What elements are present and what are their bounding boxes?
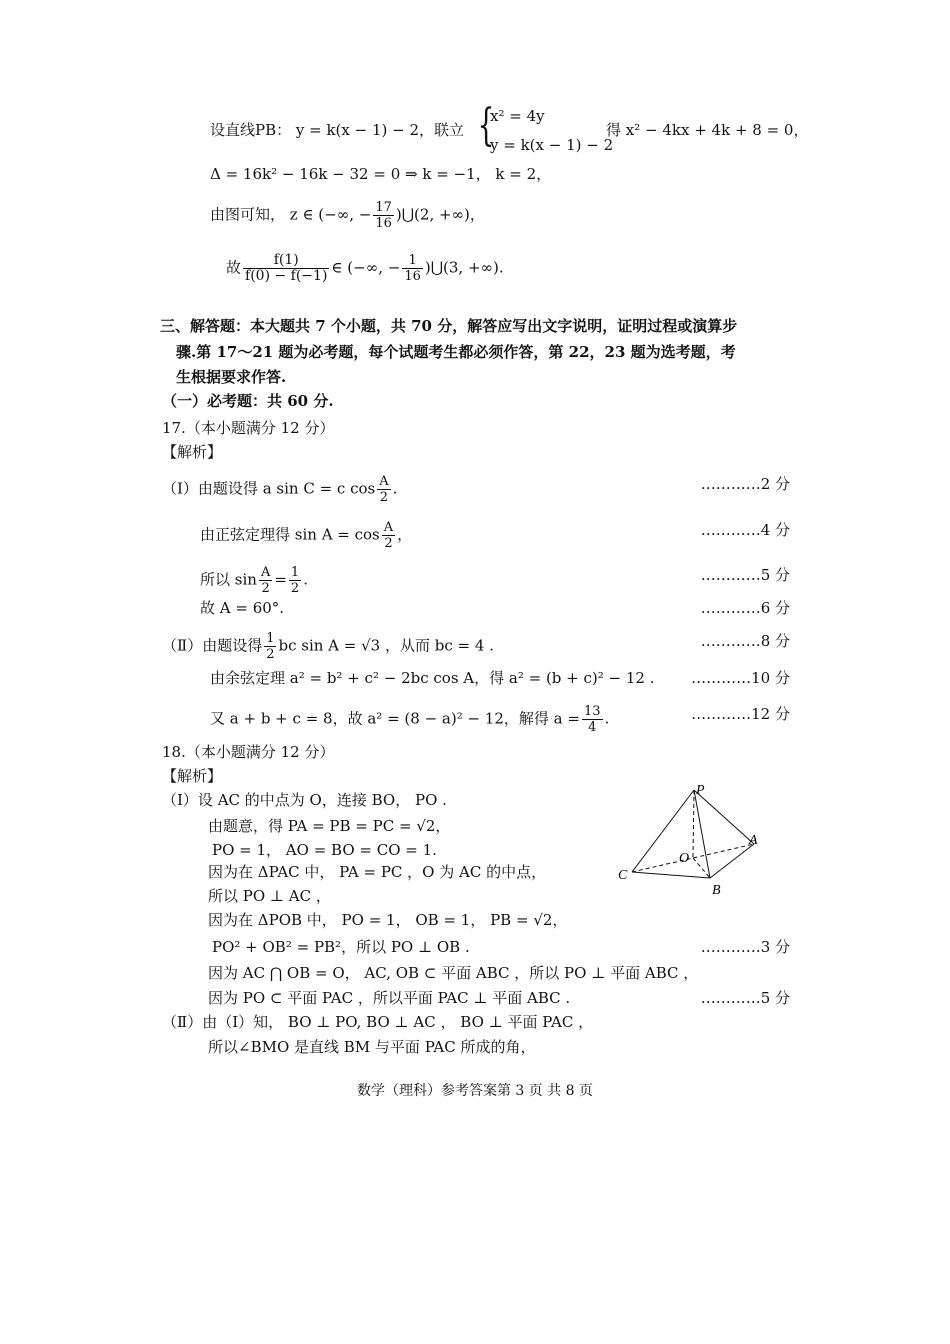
edge-pb [694,790,710,878]
top-line-3-post: )⋃(2, +∞)， [395,205,485,224]
q17-step-3-end: . [303,570,308,589]
section3-line-2: 骤.第 17～21 题为必考题，每个试题考生都必须作答，第 22，23 题为选考题，考 [176,343,736,361]
equation-system [477,100,614,158]
fraction-13-over-4 [582,704,603,735]
edge-pa [694,790,754,844]
fraction-denominator: 2 [379,490,389,505]
q17-step-3-text: 所以 sin [200,570,257,589]
top-line-4-pre: 故 [226,258,242,277]
q18-line-5: 所以 PO ⊥ AC ， [208,887,331,905]
label-b: B [712,883,721,898]
q17-step-7-text: 又 a + b + c = 8，故 a² = (8 − a)² − 12，解得 a = [210,709,580,728]
q17-step-1-text: （I）由题设得 a sin C = c cos [162,479,376,498]
edge-cb [632,872,710,878]
q18-line-9-points: …………5 分 [700,989,790,1007]
q17-step-2-points: …………4 分 [700,521,790,539]
fraction-numerator: f(1) [243,253,329,269]
q17-step-3-points: …………5 分 [700,566,790,584]
q17-step-7 [210,704,609,735]
edge-po-hidden [693,790,694,858]
q18-line-7-points: …………3 分 [700,938,790,956]
top-line-1-pre: 设直线PB： y = k(x − 1) − 2，联立 [210,121,465,139]
fraction-numerator: 1 [402,253,423,269]
fraction-f-ratio [243,253,329,284]
fraction-denominator: f(0) − f(−1) [245,268,328,284]
fraction-17-16 [373,200,394,231]
label-c: C [618,868,628,883]
top-line-4-post: )⋃(3, +∞). [424,258,504,277]
top-line-3 [210,200,485,231]
label-a: A [749,833,758,848]
q17-step-1-end: . [392,479,398,498]
q18-line-7: PO² + OB² = PB²，所以 PO ⊥ OB . [212,938,470,956]
q17-step-5 [162,631,494,662]
q18-line-6: 因为在 ΔPOB 中， PO = 1， OB = 1， PB = √2， [208,911,568,929]
fraction-denominator: 2 [266,647,275,662]
q18-title: 18.（本小题满分 12 分） [162,743,335,761]
fraction-a-over-2 [377,474,390,505]
q17-step-4-points: …………6 分 [700,599,790,617]
fraction-a-over-2 [382,520,395,551]
q18-jiexi: 【解析】 [162,767,223,785]
label-p: P [696,783,705,798]
q17-step-3 [200,565,308,596]
q17-step-5-end: bc sin A = √3 ，从而 bc = 4 . [278,636,494,655]
label-o: O [679,851,690,866]
q18-line-1: （Ⅰ）设 AC 的中点为 O，连接 BO， PO . [162,791,447,809]
fraction-denominator: 2 [290,581,300,596]
fraction-numerator: A [379,474,389,489]
q18-line-10: （Ⅱ）由（Ⅰ）知， BO ⊥ PO, BO ⊥ AC ， BO ⊥ 平面 PAC ， [162,1013,594,1031]
q17-step-1 [162,474,397,505]
page-footer: 数学（理科）参考答案第 3 页 共 8 页 [356,1083,594,1099]
edge-ob-hidden [693,858,710,878]
q17-step-5-points: …………8 分 [700,632,790,650]
q18-line-11: 所以∠BMO 是直线 BM 与平面 PAC 所成的角， [208,1038,536,1056]
q17-step-4: 故 A = 60°. [200,599,285,617]
system-eq-2: y = k(x − 1) − 2 [490,136,614,154]
fraction-numerator: 13 [583,704,601,719]
q18-line-2: 由题意，得 PA = PB = PC = √2， [208,817,451,835]
fraction-denominator: 16 [404,269,421,284]
top-line-4 [226,253,504,284]
q17-step-7-points: …………12 分 [691,705,790,723]
fraction-numerator: A [383,520,394,535]
fraction-denominator: 16 [375,216,392,231]
q18-line-3: PO = 1， AO = BO = CO = 1. [212,841,437,859]
q18-line-4: 因为在 ΔPAC 中， PA = PC ，O 为 AC 的中点， [208,863,547,881]
q17-title: 17.（本小题满分 12 分） [162,419,335,437]
q18-line-8: 因为 AC ⋂ OB = O， AC, OB ⊂ 平面 ABC ，所以 PO ⊥ 平面 ABC ， [208,964,699,982]
q17-step-5-text: （Ⅱ）由题设得 [162,636,263,655]
q17-step-1-points: …………2 分 [700,475,790,493]
q18-line-9: 因为 PO ⊂ 平面 PAC ，所以平面 PAC ⊥ 平面 ABC . [208,989,571,1007]
q17-step-2 [200,520,412,551]
fraction-numerator: 1 [266,631,275,646]
fraction-denominator: 2 [384,536,393,551]
fraction-1-over-2 [289,565,301,596]
q17-step-6-points: …………10 分 [691,669,790,687]
pyramid-diagram [612,780,782,900]
top-line-1-post: 得 x² − 4kx + 4k + 8 = 0， [606,121,809,139]
fraction-1-16 [402,253,423,284]
fraction-a-over-2 [259,565,272,596]
equals-sign: = [274,570,287,589]
section3-required: （一）必考题：共 60 分. [162,392,334,410]
top-line-3-pre: 由图可知， z ∈ (−∞, − [210,205,372,224]
q17-step-6: 由余弦定理 a² = b² + c² − 2bc cos A，得 a² = (b + c)² − 12 . [210,669,655,687]
brace-symbol: { [477,100,495,151]
edge-ba [710,844,754,878]
top-line-4-mid: ∈ (−∞, − [331,258,401,277]
section3-line-3: 生根据要求作答. [176,368,287,386]
fraction-numerator: A [260,565,271,580]
fraction-numerator: 1 [290,565,300,580]
fraction-denominator: 2 [261,581,270,596]
section3-line-1: 三、解答题：本大题共 7 个小题，共 70 分，解答应写出文字说明，证明过程或演算步 [160,317,738,335]
q17-jiexi: 【解析】 [162,443,223,461]
fraction-numerator: 17 [375,200,392,215]
q17-step-2-end: ， [397,525,413,544]
q17-step-2-text: 由正弦定理得 sin A = cos [200,525,380,544]
fraction-1-over-2 [264,631,276,662]
q17-step-7-end: . [604,709,610,728]
top-line-2: Δ = 16k² − 16k − 32 = 0 ⇒ k = −1， k = 2， [210,165,552,183]
fraction-denominator: 4 [588,720,597,735]
system-eq-1: x² = 4y [490,107,545,125]
